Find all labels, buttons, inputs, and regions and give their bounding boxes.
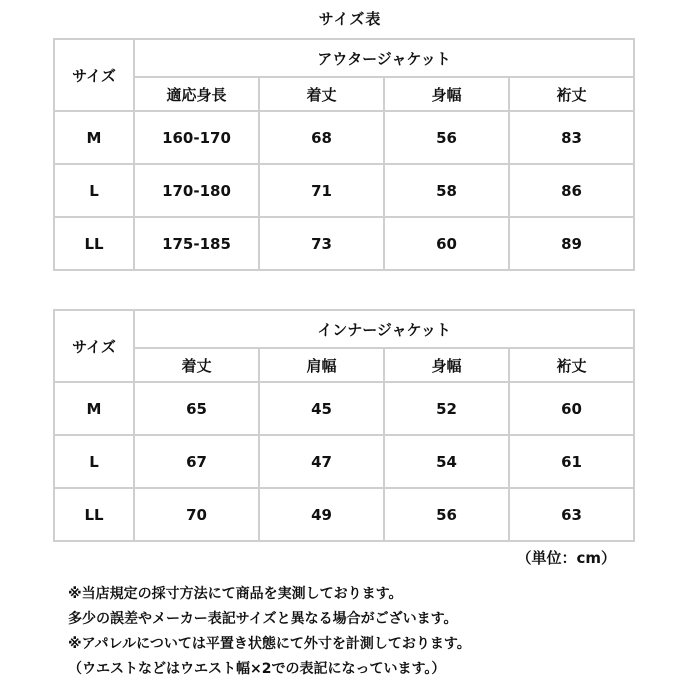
table-cell: 60 [509,382,634,435]
group-header: インナージャケット [134,310,634,348]
column-header: 裄丈 [509,77,634,111]
column-header: 肩幅 [259,348,384,382]
outer-jacket-size-table [53,38,635,271]
table-cell: 45 [259,382,384,435]
table-cell: 54 [384,435,509,488]
table-cell: 68 [259,111,384,164]
note-line: 多少の誤差やメーカー表記サイズと異なる場合がございます。 [68,611,458,627]
table-cell: 175-185 [134,217,259,270]
table-row [54,488,634,541]
table-cell: 52 [384,382,509,435]
table-row [54,382,634,435]
unit-label: （単位：cm） [516,549,616,567]
column-header: 着丈 [259,77,384,111]
column-header: 身幅 [384,348,509,382]
table-cell: 58 [384,164,509,217]
table-cell: 63 [509,488,634,541]
column-header: 着丈 [134,348,259,382]
table-cell: 89 [509,217,634,270]
table-cell: 160-170 [134,111,259,164]
size-label: LL [54,217,134,270]
table-cell: 73 [259,217,384,270]
note-line: ※アパレルについては平置き状態にて外寸を計測しております。 [68,636,471,652]
table-row [54,111,634,164]
table-cell: 65 [134,382,259,435]
size-label: M [54,111,134,164]
size-label: M [54,382,134,435]
notes [68,582,471,682]
table-cell: 83 [509,111,634,164]
table-cell: 60 [384,217,509,270]
table-cell: 70 [134,488,259,541]
table-cell: 170-180 [134,164,259,217]
table-cell: 47 [259,435,384,488]
note-line: （ウエストなどはウエスト幅×2での表記になっています。） [68,661,446,677]
table-cell: 56 [384,111,509,164]
column-header: 裄丈 [509,348,634,382]
page-title: サイズ表 [318,10,382,28]
table-cell: 71 [259,164,384,217]
column-header: 適応身長 [134,77,259,111]
column-header: 身幅 [384,77,509,111]
size-label: L [54,435,134,488]
table-cell: 49 [259,488,384,541]
table-cell: 86 [509,164,634,217]
table-cell: 56 [384,488,509,541]
table-cell: 61 [509,435,634,488]
table-row [54,217,634,270]
size-header: サイズ [54,39,134,111]
note-line: ※当店規定の採寸方法にて商品を実測しております。 [68,586,403,602]
table-cell: 67 [134,435,259,488]
table-row [54,164,634,217]
inner-jacket-size-table [53,309,635,542]
size-label: L [54,164,134,217]
table-row [54,435,634,488]
group-header: アウタージャケット [134,39,634,77]
size-label: LL [54,488,134,541]
size-header: サイズ [54,310,134,382]
